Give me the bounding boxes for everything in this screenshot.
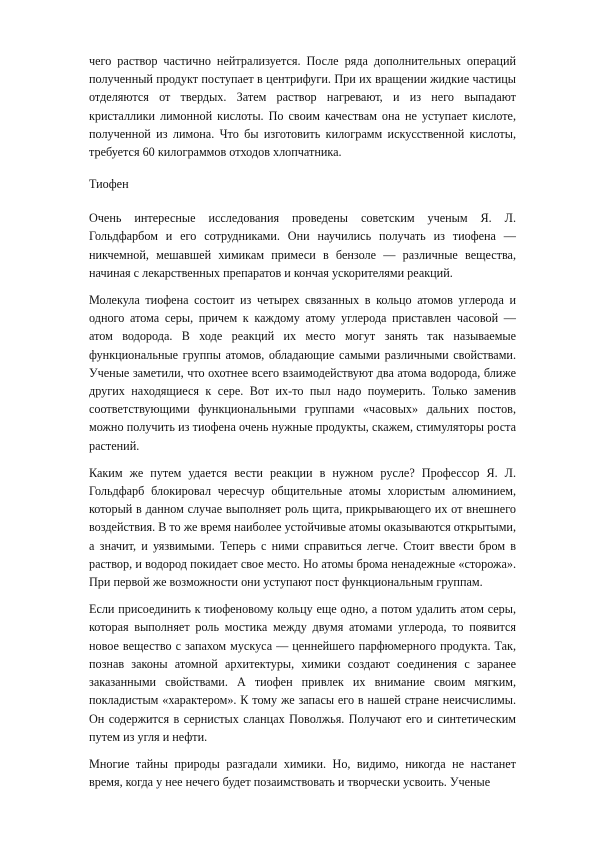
paragraph-6: Многие тайны природы разгадали химики. Но, видимо, никогда не настанет время, когда у нее нечего будет позаимствовать и творчески усвоить. Ученые bbox=[89, 756, 516, 790]
paragraph-4: Каким же путем удается вести реакции в нужном русле? Профессор Я. Л. Гольдфарб блокировал чересчур общительные атомы хлористым алюминием, который в данном случае выполняет роль щита, прикрывающего их от внешнего воздействия. В то же время наиболее устойчивые атомы оказываются открытыми, а значит, и уязвимыми. Теперь с ними справиться легче. Стоит ввести бром в раствор, и водород покидает свое место. Но атомы брома ненадежные «сторожа». При первой же возможности они уступают пост функциональным группам. bbox=[89, 465, 516, 590]
section-heading: Тиофен bbox=[89, 177, 129, 192]
paragraph-1: чего раствор частично нейтрализуется. После ряда дополнительных операций полученный продукт поступает в центрифуги. При их вращении жидкие частицы отделяются от твердых. Затем раствор нагревают, и из него выпадают кристаллики лимонной кислоты. По своим качествам она не уступает кислоте, полученной из лимона. Что бы изготовить килограмм искусственной кислоты, требуется 60 килограммов отходов хлопчатника. bbox=[89, 54, 516, 160]
paragraph-2: Очень интересные исследования проведены советским ученым Я. Л. Гольдфарбом и его сотрудниками. Они научились получать из тиофена — никчемной, мешавшей химикам примеси в бензоле — различные вещества, начиная с лекарственных препаратов и кончая ускорителями реакций. bbox=[89, 211, 516, 280]
document-page bbox=[89, 52, 516, 800]
paragraph-5: Если присоединить к тиофеновому кольцу еще одно, а потом удалить атом серы, которая выполняет роль мостика между двумя атомами углерода, то появится новое вещество с запахом мускуса — ценнейшего парфюмерного продукта. Так, познав законы атомной архитектуры, химики создают соединения с заранее заказанными свойствами. А тиофен привлек их внимание своим мягким, покладистым «характером». К тому же запасы его в нашей стране неисчислимы. Он содержится в сернистых сланцах Поволжья. Получают его и синтетическим путем из угля и нефти. bbox=[89, 602, 516, 744]
paragraph-3: Молекула тиофена состоит из четырех связанных в кольцо атомов углерода и одного атома серы, причем к каждому атому углерода приставлен часовой — атом водорода. В ходе реакций их место могут занять так называемые функциональные группы атомов, обладающие самыми различными свойствами. Ученые заметили, что охотнее всего взаимодействуют два атома водорода, ближе других находящиеся к сере. Вот их-то пыл надо поумерить. Только заменив соответствующими функциональными группами «часовых» дальних постов, можно получить из тиофена очень нужные продукты, скажем, стимуляторы роста растений. bbox=[89, 293, 516, 453]
